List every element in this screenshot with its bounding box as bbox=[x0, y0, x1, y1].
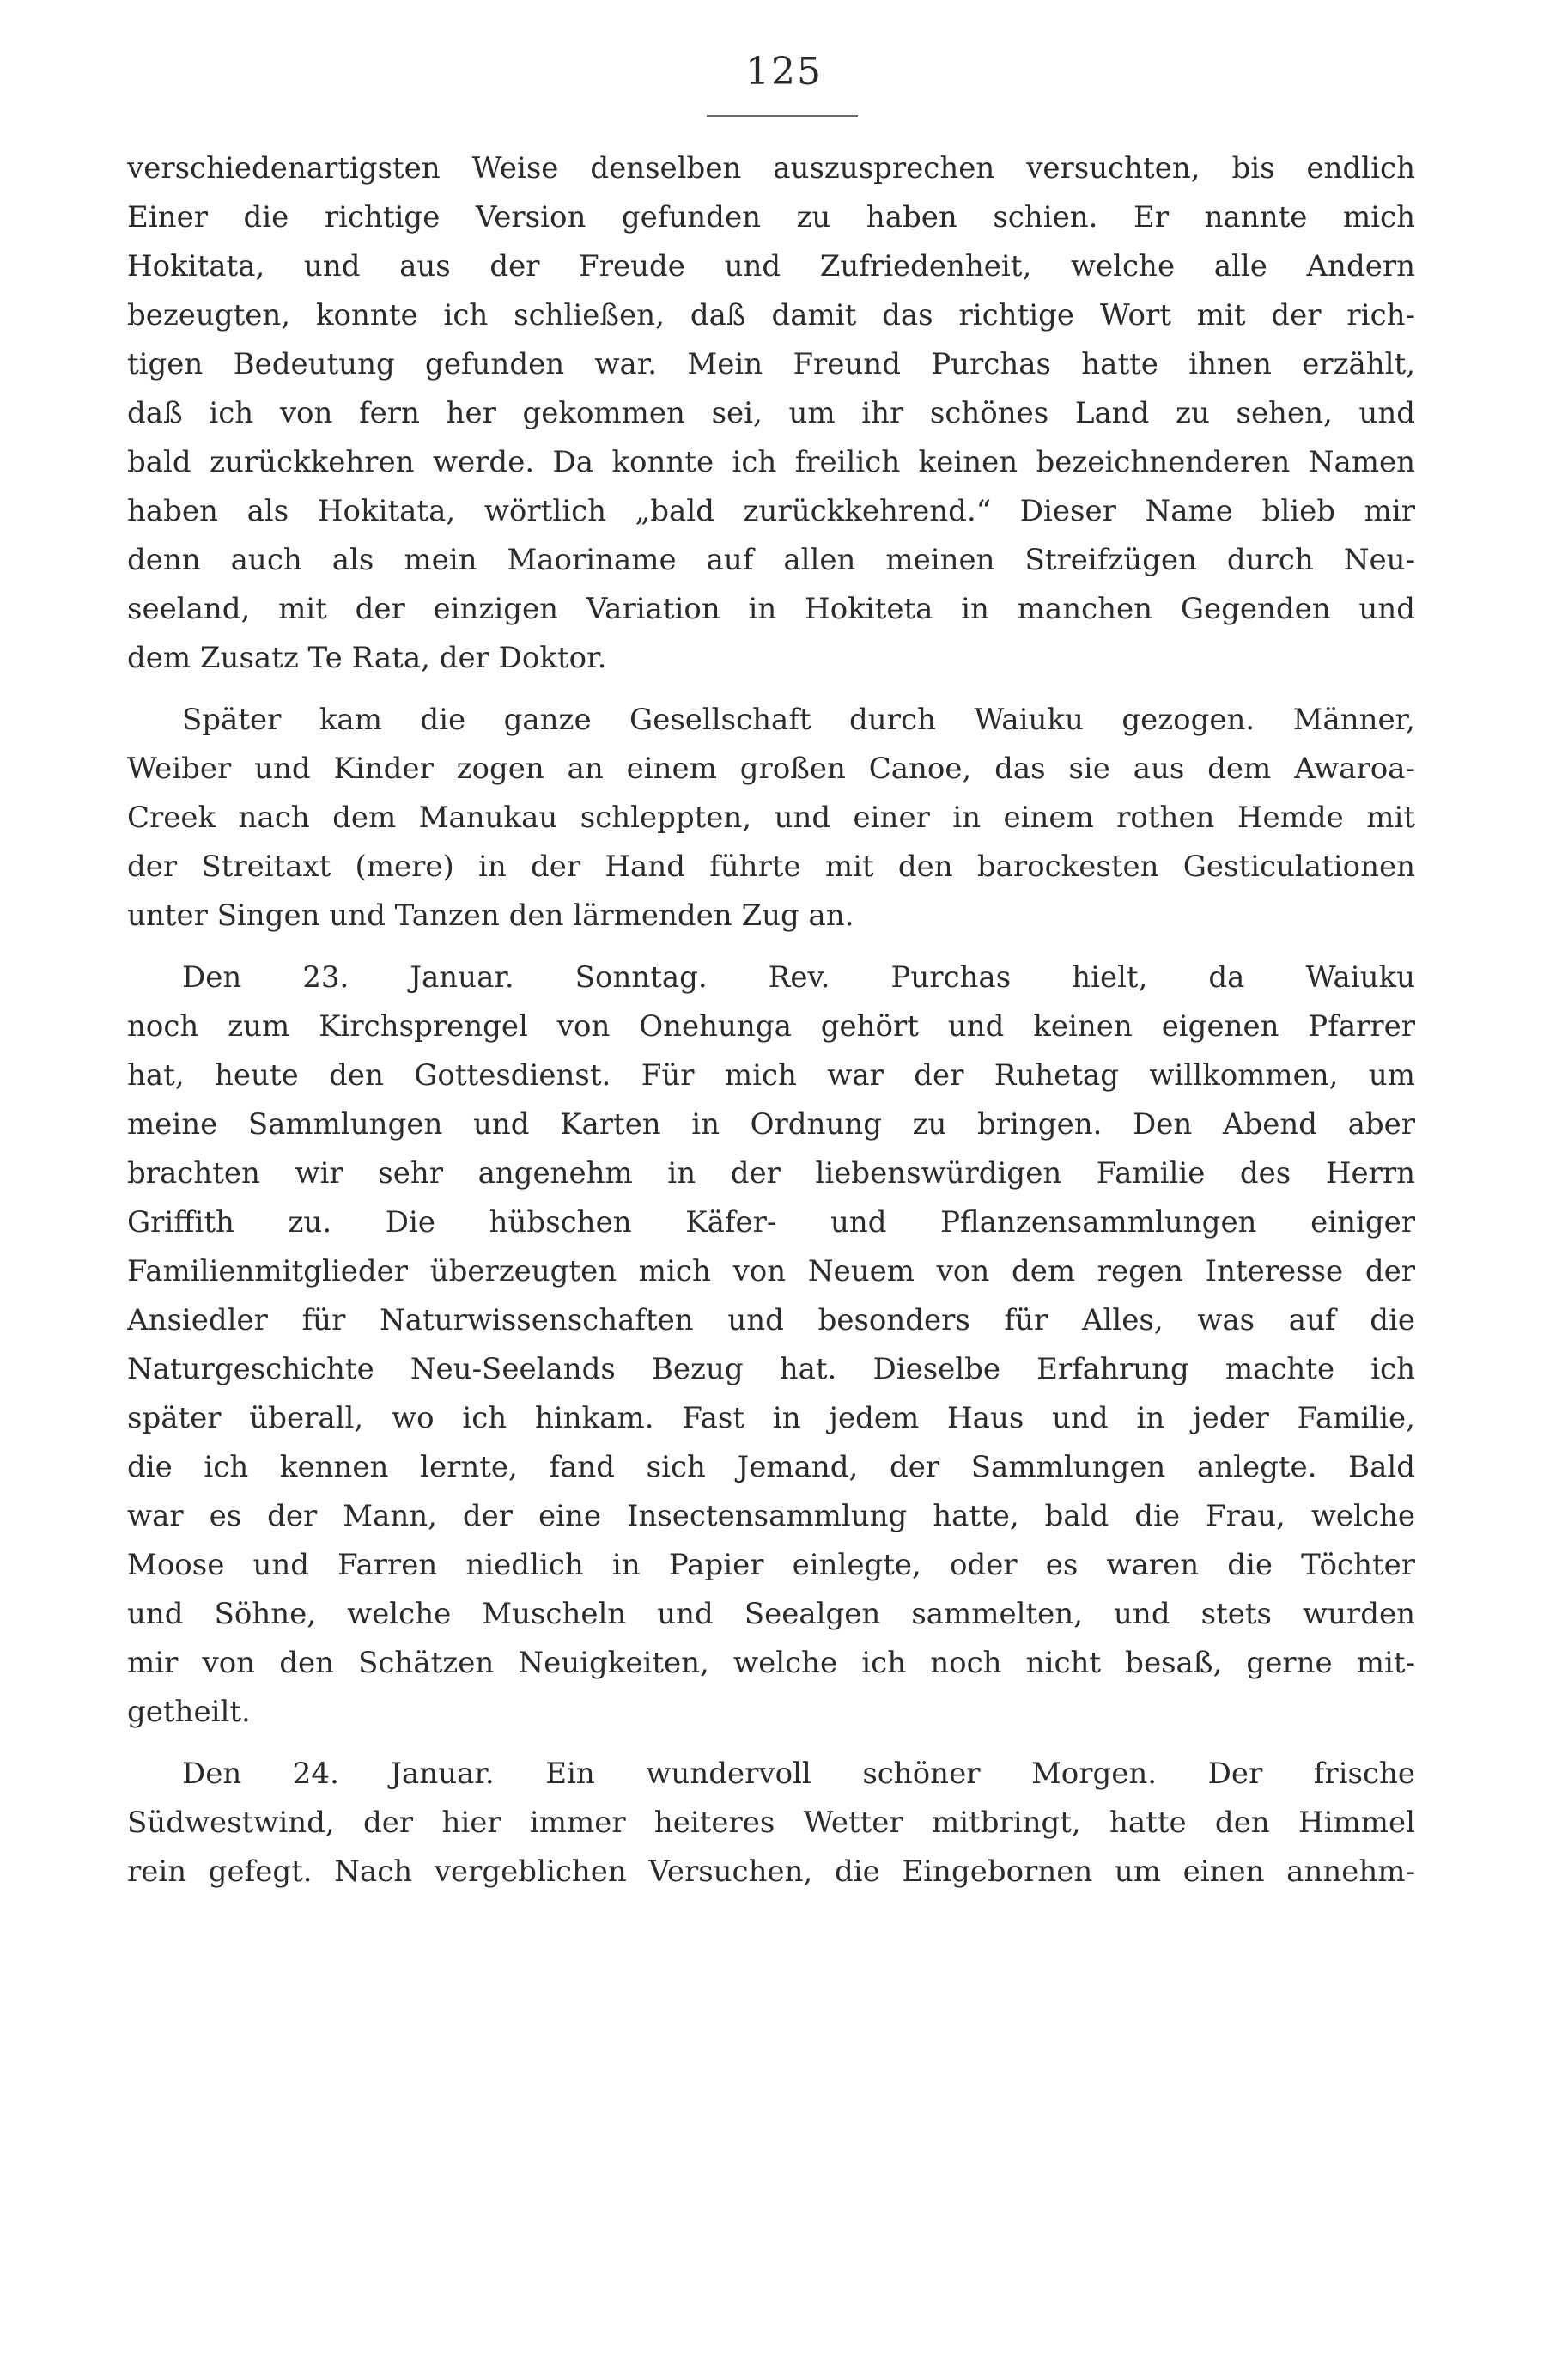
text-line: Südwestwind, der hier immer heiteres Wetter mitbringt, hatte den Himmel bbox=[127, 1806, 1415, 1840]
page-text bbox=[127, 144, 1415, 1897]
text-line: Den 23. Januar. Sonntag. Rev. Purchas hielt, da Waiuku bbox=[182, 960, 1415, 995]
text-line: die ich kennen lernte, fand sich Jemand, der Sammlungen anlegte. Bald bbox=[127, 1450, 1415, 1484]
text-line: später überall, wo ich hinkam. Fast in jedem Haus und in jeder Familie, bbox=[127, 1401, 1415, 1435]
text-line: verschiedenartigsten Weise denselben auszusprechen versuchten, bis endlich bbox=[127, 151, 1415, 186]
text-line: denn auch als mein Maoriname auf allen meinen Streifzügen durch Neu- bbox=[127, 543, 1415, 577]
text-line: Creek nach dem Manukau schleppten, und einer in einem rothen Hemde mit bbox=[127, 801, 1415, 835]
text-line: hat, heute den Gottesdienst. Für mich war der Ruhetag willkommen, um bbox=[127, 1058, 1415, 1093]
paragraph bbox=[127, 1750, 1415, 1897]
text-line: Hokitata, und aus der Freude und Zufriedenheit, welche alle Andern bbox=[127, 249, 1415, 283]
text-line: rein gefegt. Nach vergeblichen Versuchen, die Eingebornen um einen annehm- bbox=[127, 1854, 1415, 1889]
text-line: meine Sammlungen und Karten in Ordnung zu bringen. Den Abend aber bbox=[127, 1107, 1415, 1142]
text-line: unter Singen und Tanzen den lärmenden Zug an. bbox=[127, 898, 854, 933]
text-line: Einer die richtige Version gefunden zu haben schien. Er nannte mich bbox=[127, 200, 1415, 234]
text-line: Familienmitglieder überzeugten mich von Neuem von dem regen Interesse der bbox=[127, 1254, 1415, 1288]
page-number: 125 bbox=[745, 50, 823, 94]
text-line: Ansiedler für Naturwissenschaften und besonders für Alles, was auf die bbox=[127, 1303, 1415, 1337]
text-line: Naturgeschichte Neu-Seelands Bezug hat. Dieselbe Erfahrung machte ich bbox=[127, 1352, 1415, 1386]
text-line: war es der Mann, der eine Insectensammlung hatte, bald die Frau, welche bbox=[127, 1499, 1415, 1533]
header-rule bbox=[707, 115, 858, 117]
text-line: bald zurückkehren werde. Da konnte ich freilich keinen bezeichnenderen Namen bbox=[127, 445, 1415, 479]
text-line: Später kam die ganze Gesellschaft durch Waiuku gezogen. Männer, bbox=[182, 703, 1415, 737]
text-line: getheilt. bbox=[127, 1695, 251, 1729]
text-line: Griffith zu. Die hübschen Käfer- und Pflanzensammlungen einiger bbox=[127, 1205, 1415, 1239]
text-line: Weiber und Kinder zogen an einem großen Canoe, das sie aus dem Awaroa- bbox=[127, 752, 1415, 786]
text-line: bezeugten, konnte ich schließen, daß damit das richtige Wort mit der rich- bbox=[127, 298, 1415, 332]
paragraph bbox=[127, 953, 1415, 1737]
text-line: seeland, mit der einzigen Variation in Hokiteta in manchen Gegenden und bbox=[127, 592, 1415, 626]
text-line: daß ich von fern her gekommen sei, um ihr schönes Land zu sehen, und bbox=[127, 396, 1415, 430]
text-line: haben als Hokitata, wörtlich „bald zurückkehrend.“ Dieser Name blieb mir bbox=[127, 494, 1415, 528]
text-line: dem Zusatz Te Rata, der Doktor. bbox=[127, 641, 607, 675]
text-line: und Söhne, welche Muscheln und Seealgen sammelten, und stets wurden bbox=[127, 1597, 1415, 1631]
paragraph bbox=[127, 144, 1415, 683]
text-line: noch zum Kirchsprengel von Onehunga gehört und keinen eigenen Pfarrer bbox=[127, 1009, 1415, 1044]
text-line: mir von den Schätzen Neuigkeiten, welche ich noch nicht besaß, gerne mit- bbox=[127, 1646, 1415, 1680]
text-line: tigen Bedeutung gefunden war. Mein Freund Purchas hatte ihnen erzählt, bbox=[127, 347, 1415, 381]
text-line: brachten wir sehr angenehm in der liebenswürdigen Familie des Herrn bbox=[127, 1156, 1415, 1191]
text-line: Den 24. Januar. Ein wundervoll schöner Morgen. Der frische bbox=[182, 1757, 1415, 1791]
text-line: der Streitaxt (mere) in der Hand führte mit den barockesten Gesticulationen bbox=[127, 850, 1415, 884]
text-line: Moose und Farren niedlich in Papier einlegte, oder es waren die Töchter bbox=[127, 1548, 1415, 1582]
paragraph bbox=[127, 696, 1415, 941]
